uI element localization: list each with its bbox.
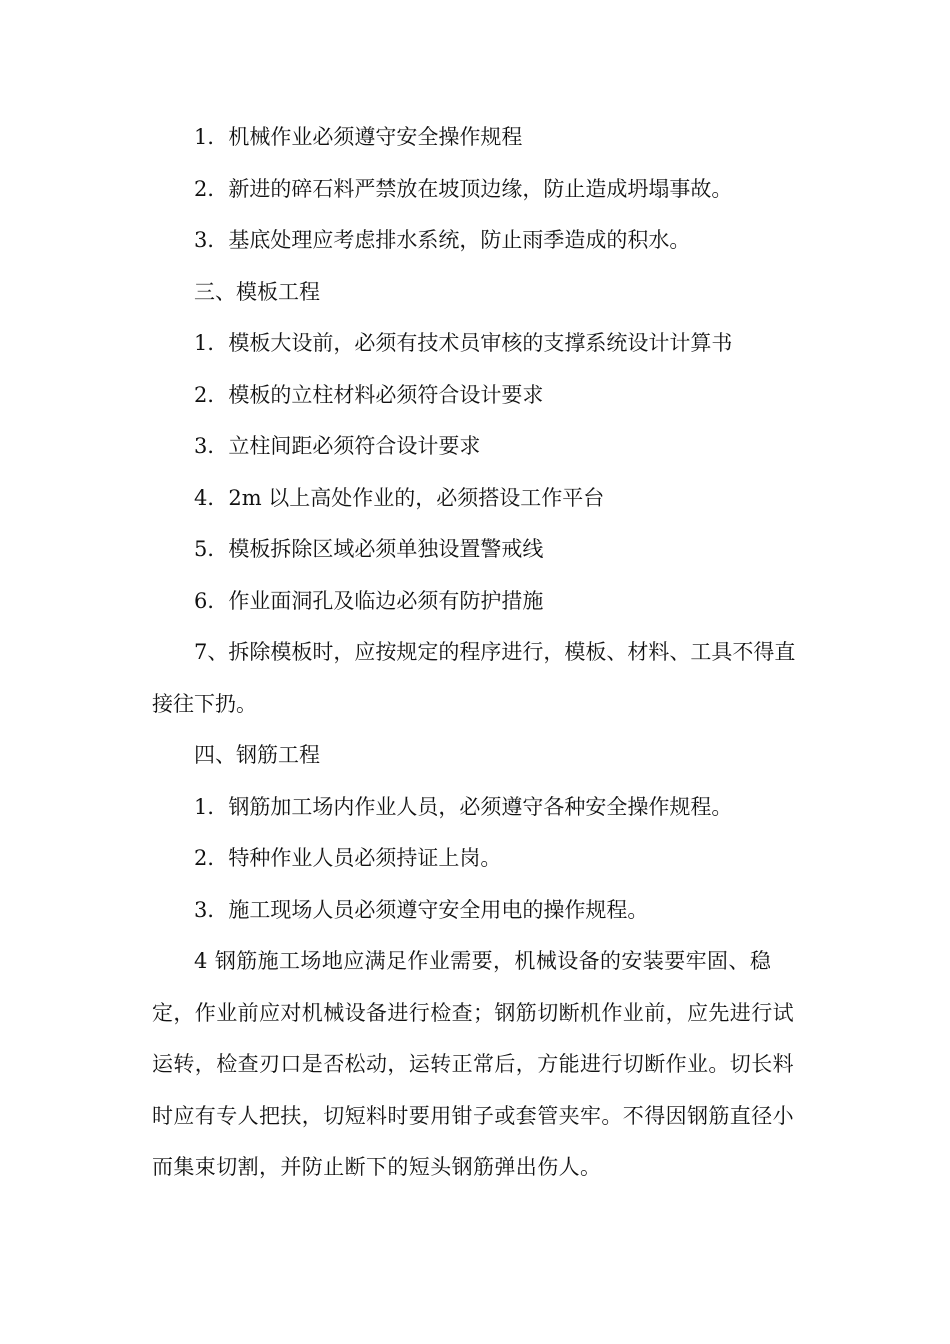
paragraph-13: 1．钢筋加工场内作业人员，必须遵守各种安全操作规程。 <box>194 794 733 819</box>
paragraph-9: 5．模板拆除区域必须单独设置警戒线 <box>194 537 544 561</box>
paragraph-3: 3．基底处理应考虑排水系统，防止雨季造成的积水。 <box>194 228 691 252</box>
document-body <box>152 112 800 1194</box>
paragraph-7: 3．立柱间距必须符合设计要求 <box>194 434 481 458</box>
paragraph-10: 6．作业面洞孔及临边必须有防护措施 <box>194 588 544 613</box>
paragraph-14: 2．特种作业人员必须持证上岗。 <box>194 846 502 870</box>
section-heading-rebar: 四、钢筋工程 <box>194 743 320 767</box>
paragraph-5: 1．模板大设前，必须有技术员审核的支撑系统设计计算书 <box>194 331 733 355</box>
paragraph-2: 2．新进的碎石料严禁放在坡顶边缘，防止造成坍塌事故。 <box>194 176 733 201</box>
paragraph-11: 7、拆除模板时，应按规定的程序进行，模板、材料、工具不得直接往下扔。 <box>152 640 796 716</box>
paragraph-16: 4 钢筋施工场地应满足作业需要，机械设备的安装要牢固、稳定，作业前应对机械设备进行检查；钢筋切断机作业前，应先进行试运转，检查刃口是否松动，运转正常后，方能进行切断作业。切长料时应有专人把扶，切短料时要用钳子或套管夹牢。不得因钢筋直径小而集束切割，并防止断下的短头钢筋弹出伤人。 <box>152 949 794 1179</box>
paragraph-1: 1．机械作业必须遵守安全操作规程 <box>194 125 523 149</box>
paragraph-8: 4．2m 以上高处作业的，必须搭设工作平台 <box>194 485 605 510</box>
paragraph-15: 3．施工现场人员必须遵守安全用电的操作规程。 <box>194 897 649 922</box>
section-heading-formwork: 三、模板工程 <box>194 279 320 304</box>
paragraph-6: 2．模板的立柱材料必须符合设计要求 <box>194 382 544 407</box>
